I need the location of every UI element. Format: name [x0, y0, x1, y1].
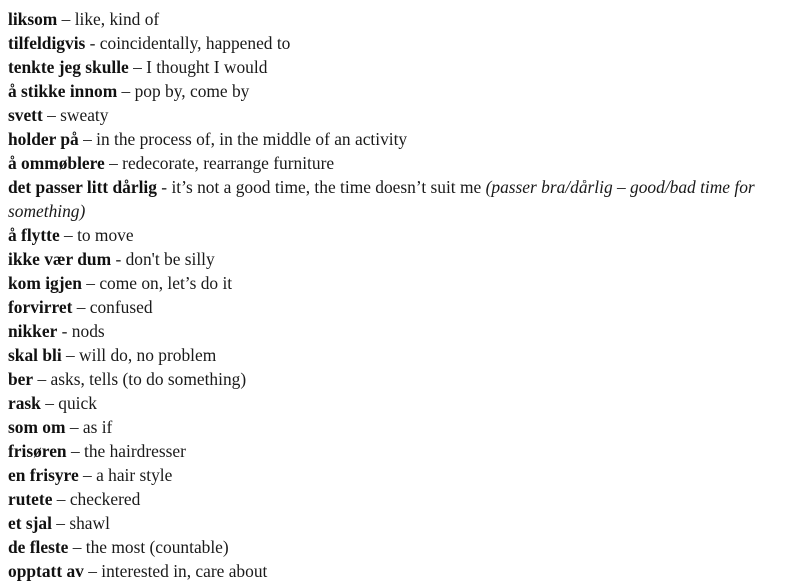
entry-definition: like, kind of [74, 9, 160, 29]
entry-term: ber [8, 369, 34, 389]
entry-term: forvirret [8, 297, 73, 317]
vocabulary-entry [8, 55, 804, 79]
vocabulary-entry [8, 463, 804, 487]
vocabulary-entry [8, 295, 804, 319]
vocabulary-entry [8, 223, 804, 247]
vocabulary-entry [8, 151, 804, 175]
vocabulary-entry [8, 7, 804, 31]
entry-term: kom igjen [8, 273, 82, 293]
entry-separator: – [61, 345, 80, 365]
entry-definition: interested in, care about [101, 561, 268, 581]
vocabulary-entry [8, 103, 804, 127]
entry-term: tilfeldigvis [8, 33, 86, 53]
vocabulary-entry [8, 343, 804, 367]
entry-separator: – [33, 369, 51, 389]
entry-separator: - [156, 177, 172, 197]
entry-separator: – [72, 297, 90, 317]
entry-definition: come on, let’s do it [99, 273, 233, 293]
entry-term: holder på [8, 129, 79, 149]
entry-term: å stikke innom [8, 81, 118, 101]
entry-separator: – [65, 417, 83, 437]
vocabulary-entry [8, 175, 804, 223]
entry-separator: – [42, 105, 61, 125]
entry-definition: as if [82, 417, 113, 437]
vocabulary-entry [8, 31, 804, 55]
entry-definition: nods [71, 321, 105, 341]
entry-separator: – [40, 393, 59, 413]
entry-term: ikke vær dum [8, 249, 112, 269]
vocabulary-entry [8, 535, 804, 559]
vocabulary-entry [8, 559, 804, 583]
entry-definition: checkered [69, 489, 141, 509]
entry-definition: I thought I would [146, 57, 268, 77]
entry-term: som om [8, 417, 66, 437]
entry-separator: - [111, 249, 126, 269]
entry-term: et sjal [8, 513, 52, 533]
entry-term: rutete [8, 489, 53, 509]
vocabulary-entry [8, 511, 804, 535]
entry-definition: in the process of, in the middle of an activity [96, 129, 408, 149]
entry-term: å ommøblere [8, 153, 105, 173]
entry-definition: the most (countable) [85, 537, 229, 557]
entry-separator: – [117, 81, 135, 101]
entry-definition: confused [89, 297, 153, 317]
entry-separator: – [104, 153, 123, 173]
vocabulary-entry [8, 319, 804, 343]
entry-separator: – [83, 561, 102, 581]
vocabulary-entry [8, 391, 804, 415]
entry-term: skal bli [8, 345, 62, 365]
entry-separator: – [51, 513, 70, 533]
vocabulary-entry [8, 367, 804, 391]
entry-separator: - [57, 321, 72, 341]
entry-note: (passer bra/dårlig – good/bad time for something) [8, 177, 755, 221]
vocabulary-entry [8, 247, 804, 271]
entry-definition: sweaty [60, 105, 109, 125]
entry-separator: – [78, 129, 97, 149]
entry-term: nikker [8, 321, 58, 341]
vocabulary-entry [8, 415, 804, 439]
entry-definition: asks, tells (to do something) [50, 369, 247, 389]
vocabulary-list [8, 7, 804, 583]
vocabulary-entry [8, 271, 804, 295]
vocabulary-entry [8, 79, 804, 103]
entry-definition: pop by, come by [134, 81, 250, 101]
entry-definition: redecorate, rearrange furniture [122, 153, 335, 173]
entry-term: svett [8, 105, 43, 125]
entry-term: å flytte [8, 225, 60, 245]
entry-term: tenkte jeg skulle [8, 57, 129, 77]
entry-term: frisøren [8, 441, 67, 461]
entry-separator: – [59, 225, 78, 245]
entry-definition: quick [58, 393, 97, 413]
entry-term: det passer litt dårlig [8, 177, 157, 197]
entry-separator: – [66, 441, 84, 461]
entry-definition: a hair style [96, 465, 173, 485]
entry-separator: – [52, 489, 70, 509]
entry-separator: – [57, 9, 75, 29]
entry-separator: – [78, 465, 97, 485]
entry-term: liksom [8, 9, 58, 29]
entry-definition: will do, no problem [79, 345, 217, 365]
entry-definition: it’s not a good time, the time doesn’t suit me [171, 177, 482, 197]
entry-term: en frisyre [8, 465, 79, 485]
entry-term: de fleste [8, 537, 69, 557]
entry-definition: the hairdresser [84, 441, 186, 461]
vocabulary-entry [8, 439, 804, 463]
entry-separator: – [68, 537, 86, 557]
vocabulary-entry [8, 127, 804, 151]
entry-term: opptatt av [8, 561, 84, 581]
entry-separator: – [81, 273, 100, 293]
entry-definition: to move [77, 225, 134, 245]
entry-term: rask [8, 393, 41, 413]
entry-definition: don't be silly [125, 249, 215, 269]
entry-definition: shawl [69, 513, 110, 533]
entry-definition: coincidentally, happened to [99, 33, 291, 53]
vocabulary-entry [8, 487, 804, 511]
entry-separator: - [85, 33, 100, 53]
entry-separator: – [128, 57, 147, 77]
